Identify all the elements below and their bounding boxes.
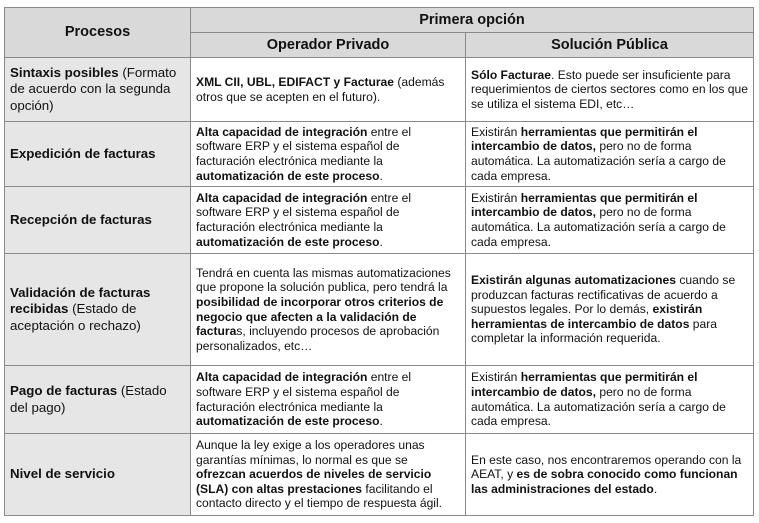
process-cell [5,254,191,366]
table-row [5,58,754,122]
process-note: (Estado del pago) [10,383,167,415]
process-cell [5,434,191,516]
process-note: (Formato de acuerdo con la segunda opción) [10,64,177,113]
header-operador-privado: Operador Privado [191,33,466,58]
header-solucion-publica: Solución Pública [466,33,754,58]
cell-text-segment: es de sobra conocido como funcionan las administraciones del estado [471,467,738,496]
header-procesos: Procesos [5,8,191,58]
cell-text-segment: entre el software ERP y el sistema español de facturación electrónica mediante la [196,370,412,414]
cell-text-segment: para completar la información requerida. [471,316,718,346]
operador-privado-cell [191,254,466,366]
solucion-publica-cell [466,434,754,516]
cell-text-segment: pero no de forma automática. La automatización sería a cargo de cada empresa. [471,139,726,183]
cell-text-segment: Alta capacidad de integración [196,190,368,205]
table-row [5,434,754,516]
cell-text-segment: XML CII, UBL, EDIFACT y Facturae [196,74,395,89]
cell-text-segment: Existirán [471,124,521,139]
cell-text-segment: herramientas que permitirán el intercambio de datos, [471,370,698,399]
solucion-publica-cell [466,187,754,254]
process-name: Validación de facturas recibidas [10,284,151,317]
solucion-publica-cell [466,366,754,434]
cell-text-segment: s, incluyendo procesos de aprobación personalizados, etc… [196,324,440,353]
cell-text-segment: En este caso, nos encontraremos operando con la AEAT, y [471,452,742,482]
cell-text-segment: automatización de este proceso [196,168,380,183]
table-row [5,187,754,254]
cell-text-segment: . Esto puede ser insuficiente para requerimientos de ciertos sectores como en los que se utiliza el sistema EDI, etc… [471,67,748,111]
cell-text-segment: automatización de este proceso [196,234,380,249]
table-row [5,122,754,187]
cell-text-segment: Existirán algunas automatizaciones [471,273,676,288]
cell-text-segment: . [653,481,658,496]
solucion-publica-cell [466,58,754,122]
process-name: Expedición de facturas [10,145,156,161]
cell-text-segment: Existirán [471,190,521,205]
solucion-publica-cell [466,254,754,366]
comparison-table [4,7,754,516]
process-name: Recepción de facturas [10,211,152,227]
process-name: Pago de facturas [10,383,118,398]
cell-text-segment: pero no de forma automática. La automatización sería a cargo de cada empresa. [471,205,726,249]
process-cell [5,187,191,254]
cell-text-segment: Tendrá en cuenta las mismas automatizaciones que propone la solución publica, pero tendrá la [196,265,451,295]
operador-privado-cell [191,366,466,434]
cell-text-segment: ofrezcan acuerdos de niveles de servicio (SLA) con altas prestaciones [196,467,432,496]
cell-text-segment: (además otros que se acepten en el futuro). [196,74,445,104]
cell-text-segment: entre el software ERP y el sistema español de facturación electrónica mediante la [196,190,412,234]
cell-text-segment: cuando se produzcan facturas rectificativas de acuerdo a supuestos legales. Por lo demás, [471,273,736,317]
cell-text-segment: posibilidad de incorporar otros criterios de negocio que afecten a la validación de factura [196,294,444,339]
operador-privado-cell [191,122,466,187]
process-note: (Estado de aceptación o rechazo) [10,301,141,333]
cell-text-segment: Existirán [471,370,521,385]
header-primera-opcion: Primera opción [191,8,754,33]
cell-text-segment: . [379,168,383,183]
cell-text-segment: Aunque la ley exige a los operadores unas garantías mínimas, lo normal es que se [196,438,425,467]
cell-text-segment: Sólo Facturae [471,67,551,82]
table-row [5,254,754,366]
cell-text-segment: Alta capacidad de integración [196,370,368,385]
process-cell [5,366,191,434]
table-row [5,366,754,434]
cell-text-segment: herramientas que permitirán el intercambio de datos, [471,124,698,154]
operador-privado-cell [191,187,466,254]
cell-text-segment: Alta capacidad de integración [196,124,368,139]
process-name: Sintaxis posibles [10,64,119,80]
cell-text-segment: pero no de forma automática. La automatización sería a cargo de cada empresa. [471,384,726,429]
process-cell [5,58,191,122]
cell-text-segment: . [379,414,383,429]
cell-text-segment: . [379,234,383,249]
cell-text-segment: herramientas que permitirán el intercambio de datos, [471,190,698,220]
operador-privado-cell [191,58,466,122]
operador-privado-cell [191,434,466,516]
cell-text-segment: automatización de este proceso [196,414,380,429]
solucion-publica-cell [466,122,754,187]
cell-text-segment: entre el software ERP y el sistema español de facturación electrónica mediante la [196,124,412,168]
process-cell [5,122,191,187]
process-name: Nivel de servicio [10,466,115,482]
cell-text-segment: existirán herramientas de intercambio de datos [471,302,703,331]
cell-text-segment: facilitando el contacto directo y el tiempo de respuesta ágil. [196,481,443,511]
